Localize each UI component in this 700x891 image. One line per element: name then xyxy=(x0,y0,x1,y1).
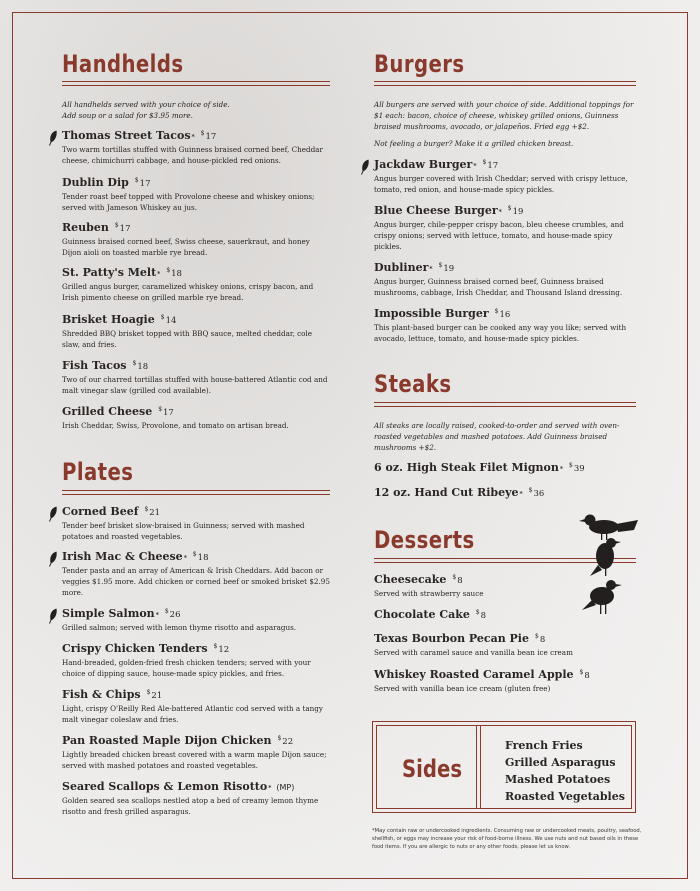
price-dollar-sign: $ xyxy=(213,643,218,651)
item-heading xyxy=(62,550,330,563)
item-heading xyxy=(62,642,330,655)
item-heading xyxy=(374,486,636,499)
item-price xyxy=(535,633,545,645)
item-description: Angus burger, chile-pepper crispy bacon, bleu cheese crumbles, and crispy onions; served with lettuce, tomato, and house-made spicy pickles. xyxy=(374,220,624,251)
item-description: Guinness braised corned beef, Swiss cheese, sauerkraut, and honey Dijon aioli on toasted marble rye bread. xyxy=(62,237,310,257)
birds-illustration xyxy=(578,510,642,622)
item-price xyxy=(439,262,455,274)
plates-item xyxy=(62,734,330,771)
bird-top-leg-1 xyxy=(601,533,602,540)
price-dollar-sign: $ xyxy=(579,669,584,677)
price-value: 26 xyxy=(169,610,181,620)
price-dollar-sign: $ xyxy=(134,177,139,185)
price-value: 8 xyxy=(480,611,487,621)
item-raw-warning-star: * xyxy=(429,266,433,273)
price-dollar-sign: $ xyxy=(144,506,149,514)
handhelds-item xyxy=(62,266,330,303)
item-heading xyxy=(62,129,330,142)
item-heading xyxy=(62,505,330,518)
plates-item xyxy=(62,505,330,542)
item-price xyxy=(201,130,217,142)
item-raw-warning-star: * xyxy=(498,209,502,216)
item-price xyxy=(529,487,545,499)
item-name: 12 oz. Hand Cut Ribeye xyxy=(374,486,519,499)
price-dollar-sign: $ xyxy=(166,267,171,275)
item-price xyxy=(476,609,486,621)
plates-title: Plates xyxy=(62,458,134,486)
item-raw-warning-star: * xyxy=(473,163,477,170)
burgers-item xyxy=(374,204,636,252)
handhelds-intro-line2: Add soup or a salad for $3.95 more. xyxy=(62,111,193,120)
item-description: Angus burger covered with Irish Cheddar; served with crispy lettuce, tomato, red onion, and house-made spicy pickles. xyxy=(374,174,628,194)
item-heading xyxy=(62,688,330,701)
price-value: 12 xyxy=(218,645,230,655)
item-heading xyxy=(62,607,330,620)
side-item: French Fries xyxy=(505,739,583,752)
sides-box xyxy=(372,721,636,813)
desserts-title: Desserts xyxy=(374,526,475,554)
price-value: 17 xyxy=(487,161,499,171)
price-dollar-sign: $ xyxy=(482,159,487,167)
item-description: Served with caramel sauce and vanilla bean ice cream xyxy=(374,648,573,657)
steaks-intro: All steaks are locally raised, cooked-to-order and served with oven-roasted vegetables and mashed potatoes. Add Guinness braised mushrooms +$2. xyxy=(374,421,620,452)
item-price xyxy=(452,574,462,586)
item-name: Seared Scallops & Lemon Risotto xyxy=(62,780,268,793)
price-value: 18 xyxy=(137,362,149,372)
price-value: 8 xyxy=(539,635,546,645)
item-description: Shredded BBQ brisket topped with BBQ sauce, melted cheddar, cole slaw, and fries. xyxy=(62,329,313,349)
desserts-item xyxy=(374,632,636,658)
feather-icon xyxy=(48,608,58,624)
item-name: Dubliner xyxy=(374,261,429,274)
item-description: This plant-based burger can be cooked any way you like; served with avocado, lettuce, tomato, and house-made spicy pickles. xyxy=(374,323,627,343)
bird-middle-leg xyxy=(605,568,606,576)
item-description: Served with vanilla bean ice cream (gluten free) xyxy=(374,684,551,693)
item-heading xyxy=(62,176,330,189)
item-price xyxy=(277,735,293,747)
item-raw-warning-star: * xyxy=(155,612,159,619)
allergy-footnote: *May contain raw or undercooked ingredients. Consuming raw or undercooked meats, poultry, seafood, shellfish, or eggs may increase your risk of food-borne illness. We use nuts and nut based oils in these food items. If you are allergic to nuts or any other foods, please let us know. xyxy=(372,828,642,850)
price-dollar-sign: $ xyxy=(158,406,163,414)
item-name: 6 oz. High Steak Filet Mignon xyxy=(374,461,559,474)
handhelds-rule xyxy=(62,81,330,86)
item-name: Corned Beef xyxy=(62,505,139,518)
handhelds-item xyxy=(62,221,330,258)
item-price xyxy=(133,360,149,372)
item-name: Crispy Chicken Tenders xyxy=(62,642,208,655)
bird-bottom-leg-2 xyxy=(605,604,606,614)
sides-title: Sides xyxy=(402,755,463,783)
item-raw-warning-star: * xyxy=(191,134,195,141)
item-heading xyxy=(62,405,330,418)
bird-top-head xyxy=(585,515,596,526)
item-name: Thomas Street Tacos xyxy=(62,129,191,142)
item-description: Served with strawberry sauce xyxy=(374,589,484,598)
item-description: Grilled salmon; served with lemon thyme risotto and asparagus. xyxy=(62,623,297,632)
item-raw-warning-star: * xyxy=(519,491,523,498)
item-description: Lightly breaded chicken breast covered with a warm maple Dijon sauce; served with mashed potatoes and roasted vegetables. xyxy=(62,750,327,770)
price-value: 36 xyxy=(533,489,545,499)
price-dollar-sign: $ xyxy=(160,314,165,322)
item-description: Tender roast beef topped with Provolone cheese and whiskey onions; served with Jameson Whiskey au jus. xyxy=(62,192,315,212)
handhelds-item xyxy=(62,176,330,213)
item-heading xyxy=(62,313,330,326)
price-value: 21 xyxy=(149,508,161,518)
item-price xyxy=(508,205,524,217)
item-name: Impossible Burger xyxy=(374,307,489,320)
handhelds-item xyxy=(62,129,330,166)
item-name: Fish & Chips xyxy=(62,688,141,701)
item-name: Irish Mac & Cheese xyxy=(62,550,183,563)
item-heading xyxy=(62,780,330,793)
item-heading xyxy=(374,307,636,320)
price-dollar-sign: $ xyxy=(200,130,205,138)
price-dollar-sign: $ xyxy=(452,574,457,582)
handhelds-item xyxy=(62,313,330,350)
item-price xyxy=(580,669,590,681)
item-price xyxy=(495,308,511,320)
price-value: 19 xyxy=(443,264,455,274)
plates-item xyxy=(62,780,330,817)
item-price xyxy=(214,643,230,655)
item-name: Pan Roasted Maple Dijon Chicken xyxy=(62,734,272,747)
handhelds-item xyxy=(62,405,330,431)
side-item: Grilled Asparagus xyxy=(505,756,616,769)
price-dollar-sign: $ xyxy=(114,222,119,230)
item-market-price: (MP) xyxy=(276,783,295,792)
item-name: Texas Bourbon Pecan Pie xyxy=(374,632,529,645)
item-name: St. Patty's Melt xyxy=(62,266,157,279)
item-description: Golden seared sea scallops nestled atop a bed of creamy lemon thyme risotto and fresh grilled asparagus. xyxy=(62,796,319,816)
price-dollar-sign: $ xyxy=(438,262,443,270)
price-value: 21 xyxy=(151,691,163,701)
item-description: Grilled angus burger, caramelized whiskey onions, crispy bacon, and Irish pimento cheese on grilled marble rye bread. xyxy=(62,282,314,302)
feather-icon xyxy=(48,506,58,522)
bird-middle-beak xyxy=(615,541,621,544)
item-price xyxy=(115,222,131,234)
price-dollar-sign: $ xyxy=(277,735,282,743)
item-name: Reuben xyxy=(62,221,109,234)
item-raw-warning-star: * xyxy=(268,785,272,792)
item-price xyxy=(144,506,160,518)
price-value: 8 xyxy=(584,671,590,681)
price-value: 14 xyxy=(165,316,177,326)
feather-icon xyxy=(48,130,58,146)
item-name: Cheesecake xyxy=(374,573,447,586)
item-name: Jackdaw Burger xyxy=(374,158,473,171)
price-dollar-sign: $ xyxy=(507,205,512,213)
bird-middle-head xyxy=(606,538,616,548)
burgers-title: Burgers xyxy=(374,50,465,78)
item-description: Two warm tortillas stuffed with Guinness braised corned beef, Cheddar cheese, chimichurri cabbage, and house-pickled red onions. xyxy=(62,145,323,165)
item-heading xyxy=(62,359,330,372)
price-dollar-sign: $ xyxy=(569,462,573,470)
price-value: 18 xyxy=(197,553,209,563)
item-name: Whiskey Roasted Caramel Apple xyxy=(374,668,574,681)
item-description: Light, crispy O'Reilly Red Ale-battered Atlantic cod served with a tangy malt vinegar coleslaw and fries. xyxy=(62,704,323,724)
burgers-item xyxy=(374,307,636,344)
plates-rule xyxy=(62,490,330,495)
item-heading xyxy=(374,632,636,645)
item-name: Blue Cheese Burger xyxy=(374,204,498,217)
bird-top-leg-2 xyxy=(606,533,607,540)
price-dollar-sign: $ xyxy=(164,608,169,616)
price-value: 22 xyxy=(282,737,294,747)
item-price xyxy=(135,177,151,189)
feather-icon xyxy=(360,159,370,175)
item-heading xyxy=(62,266,330,279)
handhelds-title: Handhelds xyxy=(62,50,184,78)
item-description: Tender pasta and an array of American & Irish Cheddars. Add bacon or veggies $1.95 more. Add chicken or corned beef or smoked brisket $2.95 more. xyxy=(62,566,330,597)
price-dollar-sign: $ xyxy=(146,689,151,697)
steaks-title: Steaks xyxy=(374,370,452,398)
bird-top-tail xyxy=(616,520,638,532)
plates-item xyxy=(62,642,330,679)
item-name: Chocolate Cake xyxy=(374,608,470,621)
plates-item xyxy=(62,607,330,633)
price-value: 18 xyxy=(171,269,182,279)
item-name: Brisket Hoagie xyxy=(62,313,155,326)
bird-top-beak xyxy=(579,519,585,522)
item-name: Grilled Cheese xyxy=(62,405,153,418)
item-name: Dublin Dip xyxy=(62,176,129,189)
bird-bottom-leg-1 xyxy=(600,604,601,614)
item-raw-warning-star: * xyxy=(157,271,161,278)
item-raw-warning-star: * xyxy=(183,555,187,562)
item-description: Hand-breaded, golden-fried fresh chicken tenders; served with your choice of dipping sauce, house-made spicy pickles, and fries. xyxy=(62,658,311,678)
item-name: Fish Tacos xyxy=(62,359,127,372)
bird-bottom-beak xyxy=(615,584,622,587)
item-description: Two of our charred tortillas stuffed with house-battered Atlantic cod and malt vinegar slaw (grilled cod available). xyxy=(62,375,328,395)
burgers-rule xyxy=(374,81,636,86)
item-price xyxy=(166,267,182,279)
burgers-intro-2: Not feeling a burger? Make it a grilled chicken breast. xyxy=(374,139,574,148)
handhelds-item xyxy=(62,359,330,396)
side-item: Roasted Vegetables xyxy=(505,790,625,803)
price-dollar-sign: $ xyxy=(535,633,539,641)
burgers-item xyxy=(374,158,636,195)
burgers-intro: All burgers are served with your choice of side. Additional toppings for $1 each: bacon, choice of cheese, whiskey grilled onions, Guinness braised mushrooms, avocado, or jalapeños. Fried egg +$2. xyxy=(374,100,634,131)
item-price xyxy=(569,462,585,474)
steaks-item xyxy=(374,461,636,474)
handhelds-intro-line1: All handhelds served with your choice of side. xyxy=(62,100,230,109)
item-heading xyxy=(374,158,636,171)
item-raw-warning-star: * xyxy=(559,466,564,473)
plates-item xyxy=(62,550,330,598)
steaks-item xyxy=(374,486,636,499)
item-price xyxy=(193,551,209,563)
left-column xyxy=(48,0,330,891)
item-heading xyxy=(374,668,636,681)
desserts-item xyxy=(374,668,636,694)
item-price xyxy=(147,689,163,701)
item-heading xyxy=(374,461,636,474)
price-value: 17 xyxy=(119,224,131,234)
price-dollar-sign: $ xyxy=(132,360,137,368)
item-description: Tender beef brisket slow-braised in Guinness; served with mashed potatoes and roasted vegetables. xyxy=(62,521,305,541)
item-description: Irish Cheddar, Swiss, Provolone, and tomato on artisan bread. xyxy=(62,421,289,430)
sides-divider xyxy=(476,725,481,809)
item-heading xyxy=(62,734,330,747)
item-price xyxy=(161,314,177,326)
item-price xyxy=(165,608,181,620)
price-value: 17 xyxy=(205,132,217,142)
side-item: Mashed Potatoes xyxy=(505,773,611,786)
handhelds-intro xyxy=(62,99,330,121)
price-value: 8 xyxy=(457,576,463,586)
burgers-item xyxy=(374,261,636,298)
price-dollar-sign: $ xyxy=(192,551,197,559)
item-description: Angus burger, Guinness braised corned beef, Guinness braised mushrooms, cabbage, Irish Cheddar, and Thousand Island dressing. xyxy=(374,277,623,297)
steaks-rule xyxy=(374,402,636,407)
item-price xyxy=(158,406,174,418)
sides-list xyxy=(505,737,625,805)
price-value: 39 xyxy=(573,464,585,474)
bird-bottom-head xyxy=(606,580,616,590)
item-price xyxy=(483,159,499,171)
plates-item xyxy=(62,688,330,725)
item-name: Simple Salmon xyxy=(62,607,155,620)
item-heading xyxy=(374,261,636,274)
price-value: 17 xyxy=(139,179,151,189)
price-value: 19 xyxy=(512,207,524,217)
price-dollar-sign: $ xyxy=(494,308,499,316)
price-dollar-sign: $ xyxy=(528,487,533,495)
price-value: 17 xyxy=(163,408,174,418)
price-value: 16 xyxy=(499,310,511,320)
feather-icon xyxy=(48,551,58,567)
item-heading xyxy=(374,204,636,217)
price-dollar-sign: $ xyxy=(475,609,480,617)
item-heading xyxy=(62,221,330,234)
